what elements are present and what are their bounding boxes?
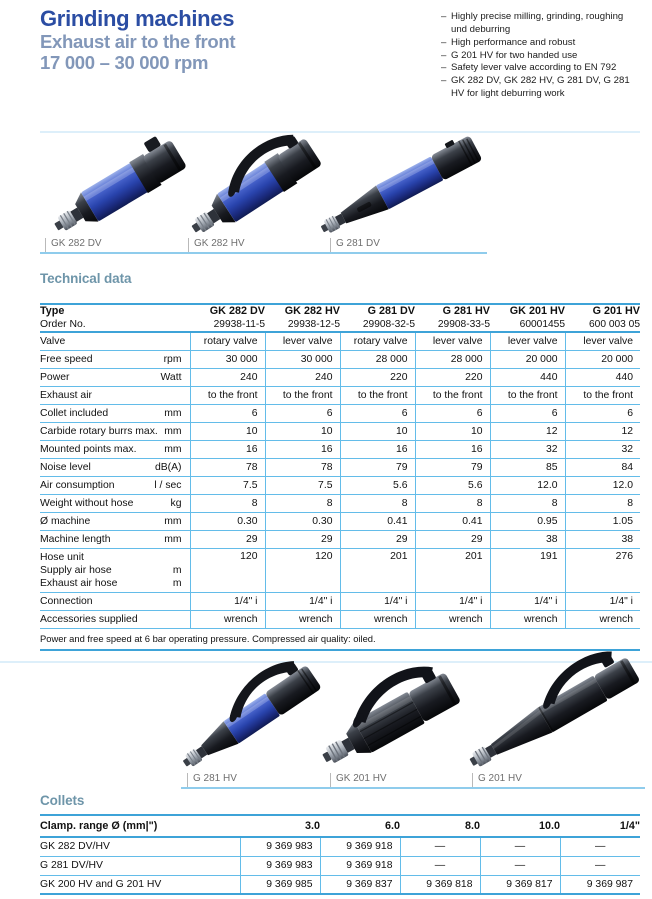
tech-cell: 6: [190, 405, 265, 423]
product-caption: GK 282 HV: [188, 238, 319, 253]
collets-cell: 9 369 918: [320, 837, 400, 856]
tech-row-label: [40, 495, 190, 513]
tech-corner-header: [40, 304, 190, 332]
tech-cell: lever valve: [490, 332, 565, 351]
tech-row: [40, 611, 640, 629]
tech-row: [40, 513, 640, 531]
product-caption: GK 282 DV: [45, 238, 176, 253]
tech-row-label-text: Machine length: [40, 534, 111, 545]
tech-row-label-text: Accessories supplied: [40, 614, 138, 625]
tech-cell: 16: [265, 441, 340, 459]
tech-row-unit: kg: [170, 498, 182, 509]
tech-cell: 7.5: [265, 477, 340, 495]
tech-cell: 78: [265, 459, 340, 477]
tech-cell: 276: [565, 549, 640, 593]
feature-text: GK 282 DV, GK 282 HV, G 281 DV, G 281 HV for light deburring work: [451, 75, 630, 100]
tech-cell: 29: [340, 531, 415, 549]
collets-cell: —: [560, 837, 640, 856]
tech-cell: 1/4" i: [565, 593, 640, 611]
tech-cell: 29: [415, 531, 490, 549]
tech-column-type: GK 201 HV: [509, 305, 565, 317]
tech-row: [40, 441, 640, 459]
tech-row-label: [40, 351, 190, 369]
tech-cell: 220: [340, 369, 415, 387]
collets-cell: 9 369 987: [560, 875, 640, 894]
tech-row-unit: mm: [164, 444, 182, 455]
tech-cell: 0.41: [415, 513, 490, 531]
tech-cell: 440: [490, 369, 565, 387]
machine-image-gk-282-dv: [40, 128, 190, 253]
tech-row-unit: mm: [164, 426, 182, 437]
tech-cell: 1/4" i: [190, 593, 265, 611]
tech-cell: 5.6: [415, 477, 490, 495]
tech-row-label-text: Noise level: [40, 462, 91, 473]
tech-cell: 85: [490, 459, 565, 477]
tech-cell: 28 000: [340, 351, 415, 369]
tech-cell: to the front: [190, 387, 265, 405]
collets-column-header: 10.0: [538, 820, 560, 832]
tech-row: [40, 332, 640, 351]
tech-cell: 1/4" i: [490, 593, 565, 611]
tech-footnote-row: [40, 629, 640, 650]
feature-dash: –: [441, 75, 447, 87]
tech-row: [40, 423, 640, 441]
tech-cell: 0.95: [490, 513, 565, 531]
tech-row-label-text: Supply air hose: [40, 565, 112, 576]
tech-row-unit: mm: [164, 516, 182, 527]
tech-cell: 16: [190, 441, 265, 459]
tech-column-header: [190, 304, 265, 332]
tech-cell: 220: [415, 369, 490, 387]
tech-row-unit: Watt: [160, 372, 182, 383]
tech-cell: wrench: [340, 611, 415, 629]
tech-row-label-text: Exhaust air hose: [40, 578, 118, 589]
tech-column-header: [340, 304, 415, 332]
tech-column-order-no: 29938-11-5: [213, 319, 265, 330]
tech-row-label-text: Weight without hose: [40, 498, 134, 509]
tech-cell: to the front: [340, 387, 415, 405]
tech-cell: 1.05: [565, 513, 640, 531]
tech-row-unit: mm: [164, 408, 182, 419]
tech-cell: 32: [565, 441, 640, 459]
tech-cell: 0.30: [265, 513, 340, 531]
feature-item: [441, 37, 641, 50]
tech-row-label-text: Hose unit: [40, 552, 84, 563]
feature-dash: –: [441, 36, 447, 48]
tech-cell: lever valve: [415, 332, 490, 351]
machine-image-gk-282-hv: [180, 126, 330, 251]
tech-row-label: [40, 332, 190, 351]
tech-cell: lever valve: [265, 332, 340, 351]
tech-row-label-text: Valve: [40, 336, 66, 347]
feature-list: [441, 11, 641, 101]
tech-cell: 240: [265, 369, 340, 387]
tech-cell: 28 000: [415, 351, 490, 369]
tech-row: [40, 477, 640, 495]
tech-row-label: [40, 531, 190, 549]
tech-cell: 8: [490, 495, 565, 513]
tech-row: [40, 351, 640, 369]
machine-image-g-281-dv: [314, 126, 486, 251]
tech-cell: 201: [340, 549, 415, 593]
tech-column-header: [490, 304, 565, 332]
tech-row-unit: m: [172, 578, 182, 589]
tech-cell: 0.30: [190, 513, 265, 531]
tech-row-unit: dB(A): [154, 462, 182, 473]
tech-cell: 10: [340, 423, 415, 441]
page-subtitle-line2: 17 000 – 30 000 rpm: [40, 52, 209, 74]
tech-row-label-text: Mounted points max.: [40, 444, 137, 455]
tech-row: [40, 531, 640, 549]
tech-cell: rotary valve: [190, 332, 265, 351]
tech-cell: 1/4" i: [340, 593, 415, 611]
tech-cell: 6: [415, 405, 490, 423]
tech-row-label-text: Exhaust air: [40, 390, 92, 401]
collets-column-header: 3.0: [304, 820, 320, 832]
tech-row-label: [40, 441, 190, 459]
tech-row-unit: [182, 551, 190, 564]
tech-cell: 12: [490, 423, 565, 441]
tech-cell: 1/4" i: [415, 593, 490, 611]
tech-cell: 8: [190, 495, 265, 513]
technical-data-heading: Technical data: [40, 271, 132, 286]
collets-cell: 9 369 985: [240, 875, 320, 894]
technical-data-table: [40, 303, 640, 651]
collets-cell: —: [480, 856, 560, 875]
collets-cell: 9 369 983: [240, 856, 320, 875]
product-caption: G 281 DV: [330, 238, 461, 253]
machine-image-gk-201-hv: [318, 656, 468, 783]
collets-cell: —: [400, 837, 480, 856]
tech-row-unit: l / sec: [154, 480, 182, 491]
collets-cell: 9 369 837: [320, 875, 400, 894]
tech-row-unit: m: [172, 565, 182, 576]
feature-item: [441, 11, 641, 37]
collets-cell: —: [400, 856, 480, 875]
collets-header-label: Clamp. range Ø (mm|"): [40, 820, 158, 832]
tech-row: [40, 459, 640, 477]
tech-cell: 12.0: [490, 477, 565, 495]
tech-column-order-no: 29908-32-5: [362, 319, 415, 330]
tech-cell: 16: [415, 441, 490, 459]
tech-row-label: [40, 369, 190, 387]
tech-column-type: G 281 DV: [367, 305, 415, 317]
tech-cell: 5.6: [340, 477, 415, 495]
tech-cell: 38: [565, 531, 640, 549]
tech-cell: 6: [265, 405, 340, 423]
tech-column-header: [265, 304, 340, 332]
tech-column-header: [415, 304, 490, 332]
tech-column-type: GK 282 DV: [209, 305, 265, 317]
tech-cell: 29: [190, 531, 265, 549]
tech-cell: 84: [565, 459, 640, 477]
tech-column-order-no: 600 003 05: [589, 319, 640, 330]
tech-cell: 8: [415, 495, 490, 513]
collets-column-header: 8.0: [464, 820, 480, 832]
tech-row-unit: [182, 613, 190, 626]
tech-cell: 16: [340, 441, 415, 459]
tech-cell: 0.41: [340, 513, 415, 531]
tech-cell: 240: [190, 369, 265, 387]
tech-row-label-text: Ø machine: [40, 516, 91, 527]
tech-row-label: [40, 423, 190, 441]
tech-row-label: [40, 611, 190, 629]
tech-row: [40, 549, 640, 593]
tech-row-label-text: Connection: [40, 596, 93, 607]
tech-row-label-text: Free speed: [40, 354, 93, 365]
tech-cell: rotary valve: [340, 332, 415, 351]
tech-row-unit: mm: [164, 534, 182, 545]
tech-row-label-text: Carbide rotary burrs max.: [40, 426, 158, 437]
tech-cell: 79: [340, 459, 415, 477]
tech-row-unit: [182, 335, 190, 348]
tech-cell: 7.5: [190, 477, 265, 495]
header-block: [40, 7, 235, 74]
collets-cell: 9 369 983: [240, 837, 320, 856]
tech-cell: 12: [565, 423, 640, 441]
machine-image-g-201-hv: [456, 650, 646, 779]
collets-column-header: 1/4": [619, 820, 640, 832]
collets-row-label: G 281 DV/HV: [40, 860, 103, 871]
page-subtitle-line1: Exhaust air to the front: [40, 30, 236, 52]
tech-cell: 12.0: [565, 477, 640, 495]
tech-footnote: Power and free speed at 6 bar operating pressure. Compressed air quality: oiled.: [40, 632, 376, 644]
tech-cell: 78: [190, 459, 265, 477]
collets-cell: —: [560, 856, 640, 875]
feature-item: [441, 75, 641, 101]
feature-dash: –: [441, 11, 447, 22]
tech-row-label: [40, 549, 190, 593]
machine-image-g-281-hv: [178, 656, 328, 781]
caption-underline-bottom: [181, 787, 645, 789]
tech-cell: wrench: [565, 611, 640, 629]
tech-row-label-text: Power: [40, 372, 70, 383]
collets-row-label: GK 200 HV and G 201 HV: [40, 878, 162, 890]
tech-cell: 6: [565, 405, 640, 423]
tech-cell: 20 000: [490, 351, 565, 369]
tech-row-label: [40, 477, 190, 495]
tech-row: [40, 387, 640, 405]
tech-cell: 8: [340, 495, 415, 513]
feature-dash: –: [441, 62, 447, 74]
tech-cell: 6: [340, 405, 415, 423]
tech-row-label: [40, 387, 190, 405]
tech-column-type: GK 282 HV: [284, 305, 340, 317]
tech-cell: 440: [565, 369, 640, 387]
tech-cell: 120: [265, 549, 340, 593]
tech-row-label-text: Collet included: [40, 408, 109, 419]
feature-text: Highly precise milling, grinding, roughing und deburring: [451, 11, 624, 35]
collets-heading: Collets: [40, 793, 85, 808]
collets-cell: 9 369 918: [320, 856, 400, 875]
tech-cell: 10: [265, 423, 340, 441]
feature-text: High performance and robust: [451, 36, 576, 48]
collets-row: [40, 837, 640, 856]
tech-cell: lever valve: [565, 332, 640, 351]
tech-row: [40, 405, 640, 423]
feature-item: [441, 62, 641, 75]
tech-cell: wrench: [490, 611, 565, 629]
tech-cell: to the front: [490, 387, 565, 405]
tech-row-unit: [182, 595, 190, 608]
tech-cell: 8: [265, 495, 340, 513]
tech-column-header: [565, 304, 640, 332]
tech-row: [40, 495, 640, 513]
tech-row-unit: [182, 389, 190, 402]
tech-cell: wrench: [415, 611, 490, 629]
tech-column-order-no: 29938-12-5: [287, 319, 340, 330]
tech-row-label: [40, 459, 190, 477]
feature-text: Safety lever valve according to EN 792: [451, 62, 617, 74]
tech-cell: wrench: [265, 611, 340, 629]
tech-cell: 29: [265, 531, 340, 549]
tech-cell: 79: [415, 459, 490, 477]
caption-underline-top: [40, 252, 487, 254]
tech-row: [40, 369, 640, 387]
collets-table: [40, 814, 640, 895]
tech-cell: wrench: [190, 611, 265, 629]
tech-column-order-no: 29908-33-5: [437, 319, 490, 330]
tech-column-type: G 281 HV: [442, 305, 490, 317]
tech-cell: 20 000: [565, 351, 640, 369]
tech-cell: 38: [490, 531, 565, 549]
feature-item: [441, 50, 641, 63]
collets-column-header: 6.0: [384, 820, 400, 832]
collets-cell: 9 369 818: [400, 875, 480, 894]
product-caption: G 281 HV: [187, 773, 318, 788]
page-title: Grinding machines: [40, 6, 235, 31]
tech-row-label-text: Air consumption: [40, 480, 115, 491]
tech-cell: to the front: [415, 387, 490, 405]
tech-cell: to the front: [565, 387, 640, 405]
tech-row-unit: rpm: [163, 354, 182, 365]
collets-row: [40, 856, 640, 875]
tech-cell: 10: [415, 423, 490, 441]
collets-cell: —: [480, 837, 560, 856]
tech-corner-line2: Order No.: [40, 319, 86, 330]
tech-cell: to the front: [265, 387, 340, 405]
tech-column-order-no: 60001455: [519, 319, 565, 330]
tech-cell: 6: [490, 405, 565, 423]
tech-row-label: [40, 405, 190, 423]
feature-dash: –: [441, 49, 447, 61]
tech-row-label: [40, 513, 190, 531]
tech-cell: 120: [190, 549, 265, 593]
tech-cell: 30 000: [265, 351, 340, 369]
tech-row-label: [40, 593, 190, 611]
product-caption: G 201 HV: [472, 773, 603, 788]
product-caption: GK 201 HV: [330, 773, 461, 788]
tech-cell: 191: [490, 549, 565, 593]
tech-cell: 30 000: [190, 351, 265, 369]
tech-cell: 201: [415, 549, 490, 593]
collets-cell: 9 369 817: [480, 875, 560, 894]
tech-column-type: G 201 HV: [592, 305, 640, 317]
collets-row-label: GK 282 DV/HV: [40, 841, 110, 853]
tech-cell: 1/4" i: [265, 593, 340, 611]
tech-row: [40, 593, 640, 611]
tech-cell: 8: [565, 495, 640, 513]
collets-row: [40, 875, 640, 894]
tech-cell: 10: [190, 423, 265, 441]
tech-corner-line1: Type: [40, 305, 65, 317]
tech-cell: 32: [490, 441, 565, 459]
feature-text: G 201 HV for two handed use: [451, 49, 578, 61]
